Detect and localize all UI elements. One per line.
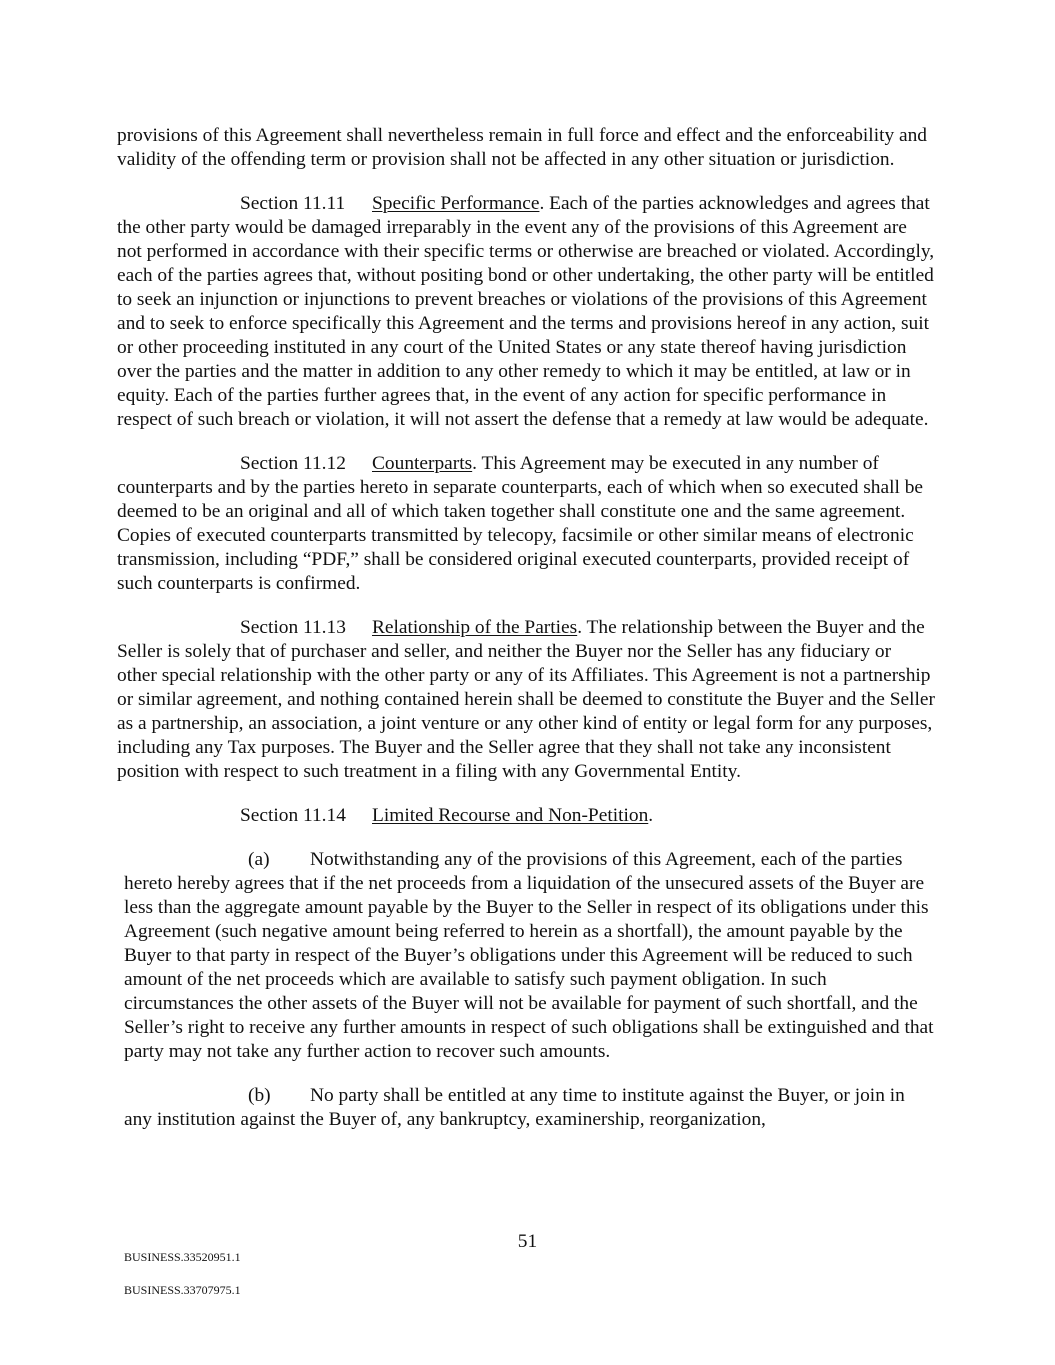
subsection-label: (b) — [248, 1085, 271, 1106]
section-title: Specific Performance — [372, 193, 540, 214]
page-number: 51 — [517, 1231, 538, 1252]
section-11-14 — [117, 804, 935, 828]
section-title: Counterparts — [372, 453, 473, 474]
section-11-11 — [117, 192, 935, 432]
subsection-b — [124, 1084, 935, 1132]
section-text: . The relationship between the Buyer and the Seller is solely that of purchaser and seller, and neither the Buyer nor the Seller has any fiduciary or other special relationship with the other party or any of its Affiliates. This Agreement is not a partnership or similar agreement, and nothing contained herein shall be deemed to constitute the Buyer and the Seller as a partnership, an association, a joint venture or any other kind of entity or legal form for any purposes, including any Tax purposes. The Buyer and the Seller agree that they shall not take any inconsistent position with respect to such treatment in a filing with any Governmental Entity. — [117, 617, 935, 782]
section-number: Section 11.13 — [240, 617, 346, 638]
subsection-a — [124, 848, 935, 1064]
section-11-13 — [117, 616, 935, 784]
section-text: . Each of the parties acknowledges and agrees that the other party would be damaged irreparably in the event any of the provisions of this Agreement are not performed in accordance with their specific terms or otherwise are breached or violated. Accordingly, each of the parties agrees that, without positing bond or other undertaking, the other party will be entitled to seek an injunction or injunctions to prevent breaches or violations of the provisions of this Agreement and to seek to enforce specifically this Agreement and the terms and provisions hereof in any action, suit or other proceeding instituted in any court of the United States or any state thereof having jurisdiction over the parties and the matter in addition to any other remedy to which it may be entitled, at law or in equity. Each of the parties further agrees that, in the event of any action for specific performance in respect of such breach or violation, it will not assert the defense that a remedy at law would be adequate. — [117, 193, 935, 430]
section-title: Relationship of the Parties — [372, 617, 578, 638]
continuation-paragraph: provisions of this Agreement shall nevertheless remain in full force and effect and the enforceability and validity of the offending term or provision shall not be affected in any other situation or jurisdiction. — [117, 125, 928, 170]
section-number: Section 11.12 — [240, 453, 346, 474]
document-body — [117, 124, 935, 1152]
footer-doc-id: BUSINESS.33707975.1 — [124, 1283, 241, 1297]
section-text: . — [648, 805, 654, 826]
section-title: Limited Recourse and Non-Petition — [372, 805, 649, 826]
section-11-12 — [117, 452, 935, 596]
section-number: Section 11.11 — [240, 193, 346, 214]
subsection-text: No party shall be entitled at any time to institute against the Buyer, or join in any institution against the Buyer of, any bankruptcy, examinership, reorganization, — [124, 1085, 905, 1130]
subsection-label: (a) — [248, 849, 270, 870]
section-text: . This Agreement may be executed in any number of counterparts and by the parties hereto in separate counterparts, each of which when so executed shall be deemed to be an original and all of which taken together shall constitute one and the same agreement. Copies of executed counterparts transmitted by telecopy, facsimile or other similar means of electronic transmission, including “PDF,” shall be considered original executed counterparts, provided receipt of such counterparts is confirmed. — [117, 453, 924, 594]
footer-doc-id: BUSINESS.33520951.1 — [124, 1250, 241, 1264]
subsection-text: Notwithstanding any of the provisions of this Agreement, each of the parties hereto hereby agrees that if the net proceeds from a liquidation of the unsecured assets of the Buyer are less than the aggregate amount payable by the Buyer to the Seller in respect of its obligations under this Agreement (such negative amount being referred to herein as a shortfall), the amount payable by the Buyer to that party in respect of the Buyer’s obligations under this Agreement will be reduced to such amount of the net proceeds which are available to satisfy such payment obligation. In such circumstances the other assets of the Buyer will not be available for payment of such shortfall, and the Seller’s right to receive any further amounts in respect of such obligations shall be extinguished and that party may not take any further action to recover such amounts. — [124, 849, 934, 1062]
section-number: Section 11.14 — [240, 805, 346, 826]
